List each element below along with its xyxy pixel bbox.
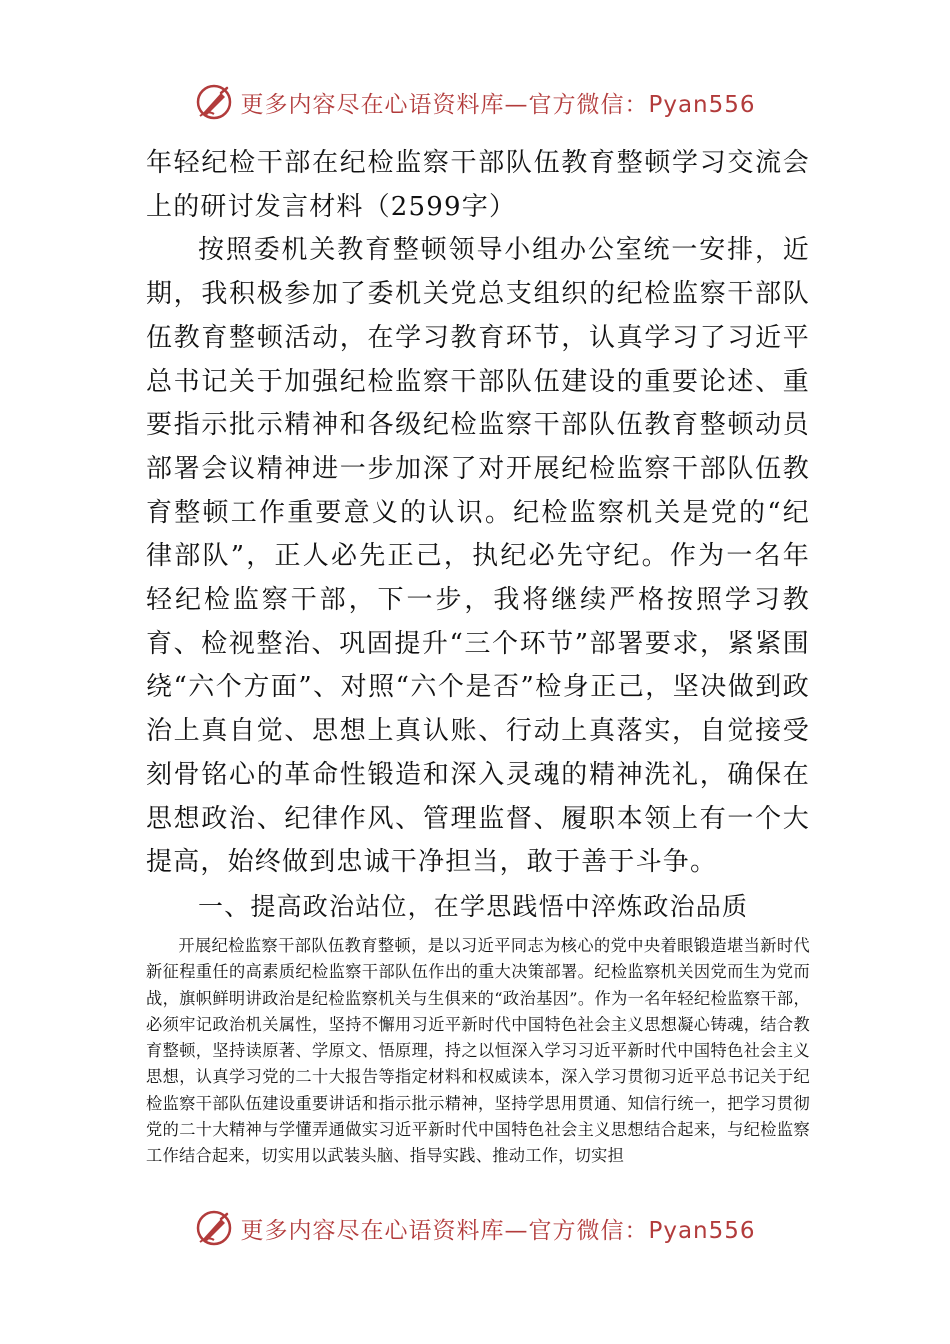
watermark-banner-top bbox=[0, 76, 950, 128]
pen-logo-icon bbox=[194, 82, 234, 122]
pen-logo-icon bbox=[194, 1208, 234, 1248]
intro-paragraph: 按照委机关教育整顿领导小组办公室统一安排，近期，我积极参加了委机关党总支组织的纪检监察干部队伍教育整顿活动，在学习教育环节，认真学习了习近平总书记关于加强纪检监察干部队伍建设的重要论述、重要指示批示精神和各级纪检监察干部队伍教育整顿动员部署会议精神进一步加深了对开展纪检监察干部队伍教育整顿工作重要意义的认识。纪检监察机关是党的“纪律部队”，正人必先正己，执纪必先守纪。作为一名年轻纪检监察干部，下一步，我将继续严格按照学习教育、检视整治、巩固提升“三个环节”部署要求，紧紧围绕“六个方面”、对照“六个是否”检身正己，坚决做到政治上真自觉、思想上真认账、行动上真落实，自觉接受刻骨铭心的革命性锻造和深入灵魂的精神洗礼，确保在思想政治、纪律作风、管理监督、履职本领上有一个大提高，始终做到忠诚干净担当，敢于善于斗争。 bbox=[146, 235, 810, 878]
section-1-heading: 一、提高政治站位，在学思践悟中淬炼政治品质 bbox=[198, 891, 749, 921]
watermark-text: 更多内容尽在心语资料库—官方微信：Pyan556 bbox=[240, 1217, 756, 1244]
watermark-text: 更多内容尽在心语资料库—官方微信：Pyan556 bbox=[240, 91, 756, 118]
document-body bbox=[146, 142, 810, 1170]
document-title: 年轻纪检干部在纪检监察干部队伍教育整顿学习交流会上的研讨发言材料（2599字） bbox=[146, 148, 810, 222]
section-1-paragraph: 开展纪检监察干部队伍教育整顿，是以习近平同志为核心的党中央着眼锻造堪当新时代新征程重任的高素质纪检监察干部队伍作出的重大决策部署。纪检监察机关因党而生为党而战，旗帜鲜明讲政治是纪检监察机关与生俱来的“政治基因”。作为一名年轻纪检监察干部，必须牢记政治机关属性，坚持不懈用习近平新时代中国特色社会主义思想凝心铸魂，结合教育整顿，坚持读原著、学原文、悟原理，持之以恒深入学习习近平新时代中国特色社会主义思想，认真学习党的二十大报告等指定材料和权威读本，深入学习贯彻习近平总书记关于纪检监察干部队伍建设重要讲话和指示批示精神，坚持学思用贯通、知信行统一，把学习贯彻党的二十大精神与学懂弄通做实习近平新时代中国特色社会主义思想结合起来，与纪检监察工作结合起来，切实用以武装头脑、指导实践、推动工作，切实担 bbox=[146, 935, 810, 1166]
watermark-banner-bottom bbox=[0, 1202, 950, 1254]
